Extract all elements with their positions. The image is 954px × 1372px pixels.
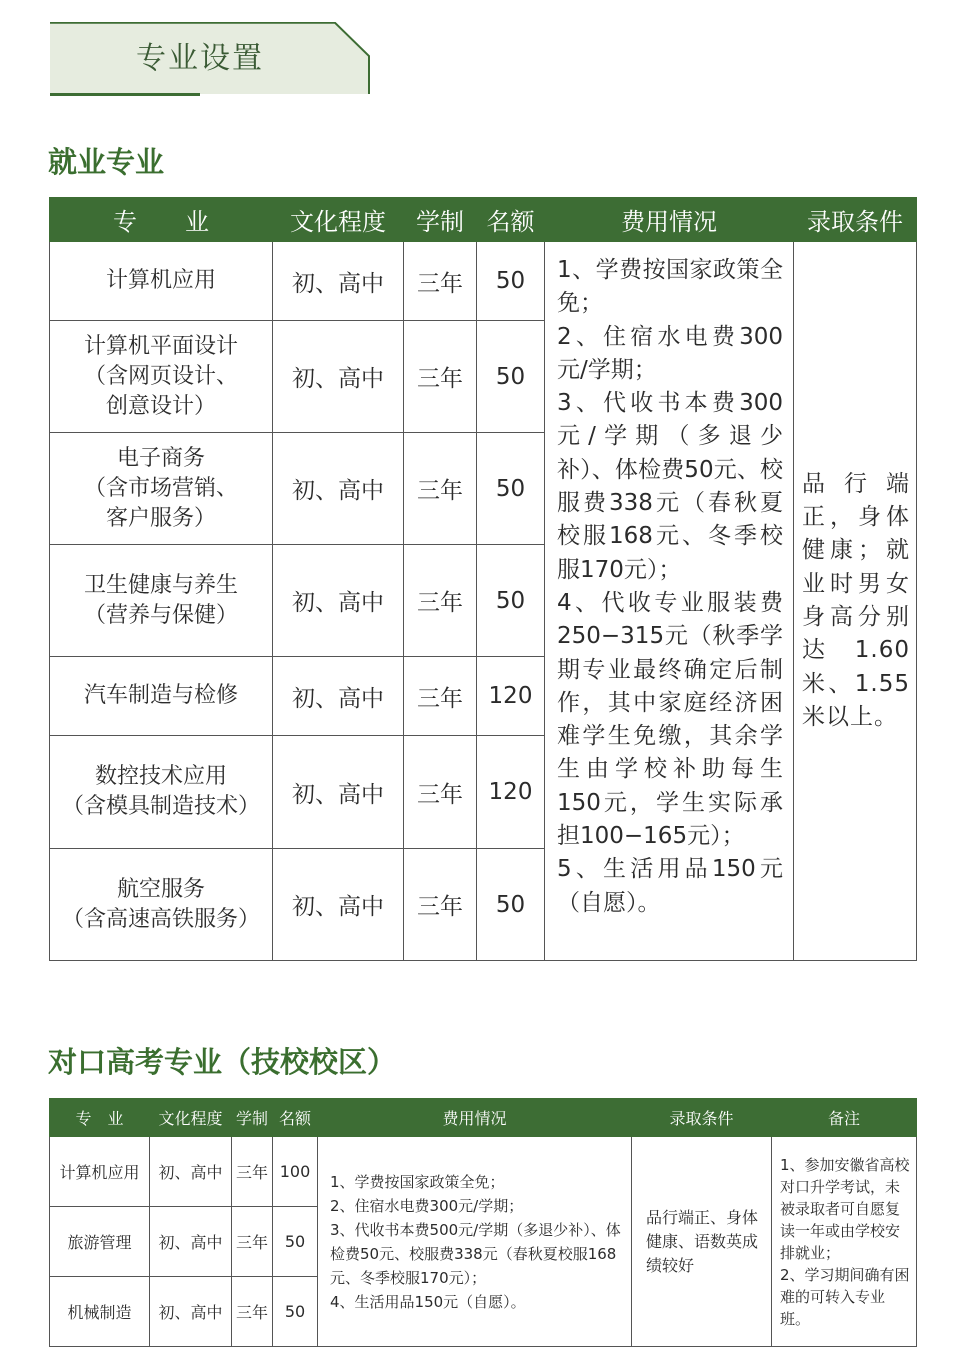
years-cell: 三年 (404, 242, 477, 321)
years-cell: 三年 (404, 545, 477, 657)
quota-cell: 50 (477, 545, 545, 657)
major-cell: 汽车制造与检修 (50, 657, 273, 736)
level-cell: 初、高中 (273, 433, 404, 545)
section-banner (50, 22, 370, 94)
college-exam-majors-table (49, 1098, 917, 1347)
years-cell: 三年 (404, 321, 477, 433)
major-cell: 计算机应用 (50, 1137, 150, 1207)
level-cell: 初、高中 (150, 1277, 232, 1347)
fees-cell: 1、学费按国家政策全免； 2、住宿水电费300元/学期； 3、代收书本费300元/学期（多退少补）、体检费50元、校服费338元（春秋夏校服168元、冬季校服170元）； 4、代收专业服装费250−315元（秋季学期专业最终确定后制作，其中家庭经济困难学生免缴，其余学生由学校补助每生150元，学生实际承担100−165元）； 5、生活用品150元（自愿）。 (545, 242, 794, 961)
years-cell: 三年 (404, 736, 477, 849)
section-title-employment: 就业专业 (48, 145, 165, 179)
table-row (50, 1137, 917, 1207)
quota-cell: 100 (273, 1137, 318, 1207)
level-cell: 初、高中 (273, 657, 404, 736)
major-cell: 计算机应用 (50, 242, 273, 321)
header-fees: 费用情况 (318, 1099, 632, 1137)
level-cell: 初、高中 (150, 1137, 232, 1207)
major-cell: 航空服务 （含高速高铁服务） (50, 849, 273, 961)
quota-cell: 50 (477, 433, 545, 545)
conditions-cell: 品行端正，身体健康；就业时男女身高分别达1.60米、1.55米以上。 (794, 242, 917, 961)
header-level: 文化程度 (150, 1099, 232, 1137)
header-fees: 费用情况 (545, 198, 794, 242)
header-conditions: 录取条件 (632, 1099, 772, 1137)
employment-majors-table (49, 197, 917, 961)
header-quota: 名额 (273, 1099, 318, 1137)
header-years: 学制 (404, 198, 477, 242)
header-years: 学制 (232, 1099, 273, 1137)
years-cell: 三年 (404, 657, 477, 736)
years-cell: 三年 (232, 1207, 273, 1277)
header-level: 文化程度 (273, 198, 404, 242)
quota-cell: 50 (477, 849, 545, 961)
header-notes: 备注 (772, 1099, 917, 1137)
table-header-row (50, 1099, 917, 1137)
major-cell: 旅游管理 (50, 1207, 150, 1277)
quota-cell: 50 (477, 242, 545, 321)
major-cell: 电子商务 （含市场营销、 客户服务） (50, 433, 273, 545)
quota-cell: 50 (273, 1277, 318, 1347)
years-cell: 三年 (232, 1137, 273, 1207)
banner-title: 专业设置 (136, 41, 264, 76)
header-quota: 名额 (477, 198, 545, 242)
fees-cell: 1、学费按国家政策全免； 2、住宿水电费300元/学期； 3、代收书本费500元/学期（多退少补）、体检费50元、校服费338元（春秋夏校服168元、冬季校服170元）； 4、生活用品150元（自愿）。 (318, 1137, 632, 1347)
quota-cell: 120 (477, 736, 545, 849)
quota-cell: 50 (273, 1207, 318, 1277)
conditions-cell: 品行端正、身体健康、语数英成绩较好 (632, 1137, 772, 1347)
level-cell: 初、高中 (273, 545, 404, 657)
table-header-row (50, 198, 917, 242)
years-cell: 三年 (404, 433, 477, 545)
section-title-college-exam: 对口高考专业（技校校区） (48, 1045, 397, 1079)
quota-cell: 50 (477, 321, 545, 433)
header-conditions: 录取条件 (794, 198, 917, 242)
level-cell: 初、高中 (273, 849, 404, 961)
level-cell: 初、高中 (273, 242, 404, 321)
header-major: 专 业 (50, 1099, 150, 1137)
major-cell: 卫生健康与养生 （营养与保健） (50, 545, 273, 657)
major-cell: 计算机平面设计 （含网页设计、 创意设计） (50, 321, 273, 433)
quota-cell: 120 (477, 657, 545, 736)
notes-cell: 1、参加安徽省高校对口升学考试，未被录取者可自愿复读一年或由学校安排就业； 2、学习期间确有困难的可转入专业班。 (772, 1137, 917, 1347)
major-cell: 数控技术应用 （含模具制造技术） (50, 736, 273, 849)
header-major: 专 业 (50, 198, 273, 242)
table-row (50, 242, 917, 321)
major-cell: 机械制造 (50, 1277, 150, 1347)
years-cell: 三年 (404, 849, 477, 961)
level-cell: 初、高中 (273, 321, 404, 433)
level-cell: 初、高中 (150, 1207, 232, 1277)
level-cell: 初、高中 (273, 736, 404, 849)
years-cell: 三年 (232, 1277, 273, 1347)
